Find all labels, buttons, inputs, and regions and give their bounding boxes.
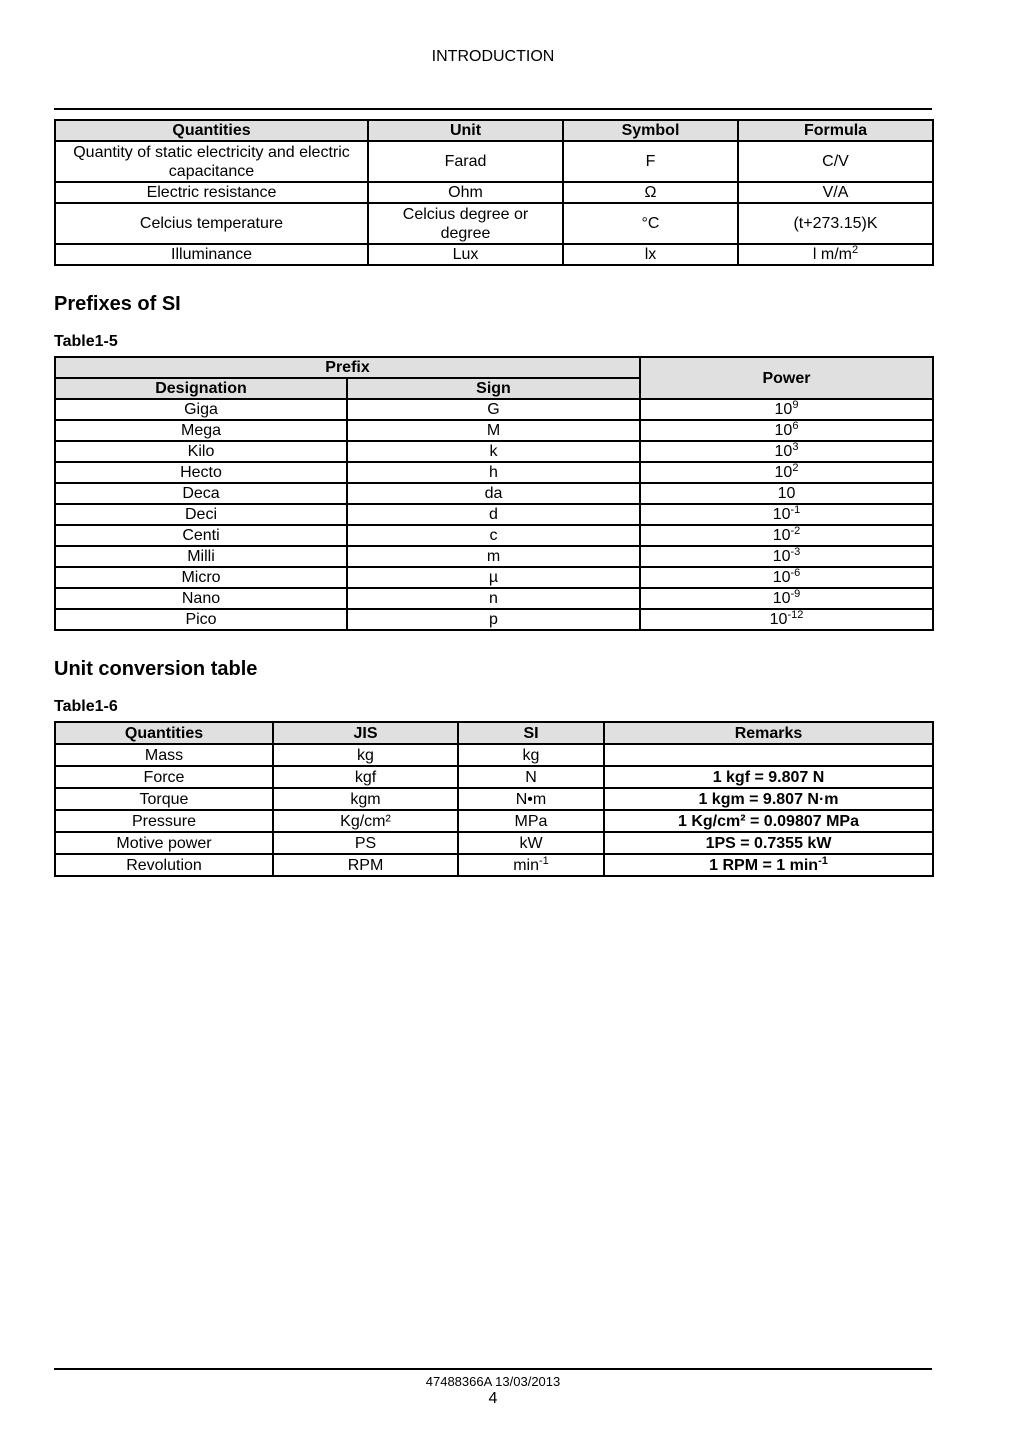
unit-cell: Celcius degree or degree — [368, 203, 563, 244]
power-cell — [640, 462, 933, 483]
jis-cell: kgf — [273, 766, 458, 788]
power-exponent: -9 — [790, 588, 801, 600]
column-header: Quantities — [55, 722, 273, 744]
designation-cell: Pico — [55, 609, 347, 630]
sign-cell: c — [347, 525, 640, 546]
table-row — [55, 244, 933, 265]
quantity-cell: Illuminance — [55, 244, 368, 265]
prefixes-title: Prefixes of SI — [54, 293, 181, 315]
remark-cell — [604, 832, 933, 854]
si-cell — [458, 744, 604, 766]
si-cell — [458, 766, 604, 788]
power-exponent: -6 — [790, 567, 801, 579]
table-row — [55, 462, 933, 483]
power-cell — [640, 483, 933, 504]
power-base: 10 — [774, 401, 793, 418]
header-rule — [54, 108, 932, 110]
sign-cell: M — [347, 420, 640, 441]
unit-cell: Farad — [368, 141, 563, 182]
column-header: Quantities — [55, 120, 368, 141]
table-row — [55, 483, 933, 504]
symbol-cell: Ω — [563, 182, 738, 203]
power-exponent: 9 — [792, 399, 799, 411]
remark-text: 1PS = 0.7355 kW — [705, 834, 832, 852]
table-row — [55, 203, 933, 244]
table-row — [55, 399, 933, 420]
column-header: Symbol — [563, 120, 738, 141]
table-header-row — [55, 120, 933, 141]
quantity-cell: Motive power — [55, 832, 273, 854]
remark-cell — [604, 854, 933, 876]
power-cell — [640, 609, 933, 630]
power-cell — [640, 441, 933, 462]
quantity-cell: Torque — [55, 788, 273, 810]
power-cell — [640, 525, 933, 546]
table-row — [55, 788, 933, 810]
remark-text: 1 Kg/cm² = 0.09807 MPa — [678, 812, 859, 830]
document-id: 47488366A 13/03/2013 — [425, 1374, 561, 1389]
table-row — [55, 546, 933, 567]
remark-cell — [604, 788, 933, 810]
table-row — [55, 420, 933, 441]
power-base: 10 — [774, 443, 793, 460]
designation-header: Designation — [55, 378, 347, 399]
power-exponent: -12 — [787, 609, 804, 621]
si-unit: MPa — [514, 812, 548, 830]
table-row — [55, 441, 933, 462]
power-cell — [640, 420, 933, 441]
sign-cell: k — [347, 441, 640, 462]
column-header: Formula — [738, 120, 933, 141]
designation-cell: Nano — [55, 588, 347, 609]
si-cell — [458, 788, 604, 810]
power-cell — [640, 504, 933, 525]
jis-cell: kgm — [273, 788, 458, 810]
power-exponent: -2 — [790, 525, 801, 537]
power-base: 10 — [772, 590, 791, 607]
jis-cell: kg — [273, 744, 458, 766]
si-unit: kW — [519, 834, 543, 852]
formula-base: l m/m — [812, 246, 852, 263]
designation-cell: Micro — [55, 567, 347, 588]
power-exponent: 3 — [792, 441, 799, 453]
sign-header: Sign — [347, 378, 640, 399]
jis-cell: Kg/cm² — [273, 810, 458, 832]
table-row — [55, 525, 933, 546]
footer-rule — [54, 1368, 932, 1370]
column-header: Remarks — [604, 722, 933, 744]
table-label: Table1-5 — [54, 333, 118, 350]
designation-cell: Mega — [55, 420, 347, 441]
formula-cell: (t+273.15)K — [738, 203, 933, 244]
power-base: 10 — [774, 464, 793, 481]
formula-cell: C/V — [738, 141, 933, 182]
formula-cell: V/A — [738, 182, 933, 203]
designation-cell: Hecto — [55, 462, 347, 483]
formula-exponent: 2 — [851, 244, 859, 256]
power-exponent: 6 — [792, 420, 799, 432]
si-cell — [458, 832, 604, 854]
symbol-cell: lx — [563, 244, 738, 265]
si-exponent: -1 — [539, 854, 549, 867]
si-unit: min — [513, 856, 539, 874]
si-unit: N•m — [515, 790, 547, 808]
power-base: 10 — [772, 506, 791, 523]
table-row — [55, 141, 933, 182]
power-cell — [640, 399, 933, 420]
power-exponent: -1 — [790, 504, 801, 516]
table-row — [55, 854, 933, 876]
quantity-cell: Revolution — [55, 854, 273, 876]
table-header-row — [55, 357, 933, 378]
symbol-cell: °C — [563, 203, 738, 244]
sign-cell: m — [347, 546, 640, 567]
si-units-table — [54, 119, 934, 266]
designation-cell: Milli — [55, 546, 347, 567]
table-row — [55, 832, 933, 854]
sign-cell: µ — [347, 567, 640, 588]
page-header: INTRODUCTION — [431, 48, 555, 65]
conversion-table — [54, 721, 934, 877]
quantity-cell: Pressure — [55, 810, 273, 832]
unit-cell: Ohm — [368, 182, 563, 203]
unit-cell: Lux — [368, 244, 563, 265]
table-row — [55, 588, 933, 609]
column-header: JIS — [273, 722, 458, 744]
power-cell — [640, 588, 933, 609]
power-base: 10 — [777, 485, 796, 502]
column-header: SI — [458, 722, 604, 744]
formula-cell — [738, 244, 933, 265]
si-cell — [458, 810, 604, 832]
designation-cell: Kilo — [55, 441, 347, 462]
table-header-row — [55, 722, 933, 744]
prefixes-table — [54, 356, 934, 631]
power-base: 10 — [772, 548, 791, 565]
remark-exponent: -1 — [818, 854, 828, 867]
si-unit: N — [525, 768, 537, 786]
column-header: Unit — [368, 120, 563, 141]
power-cell — [640, 546, 933, 567]
sign-cell: da — [347, 483, 640, 504]
remark-cell — [604, 744, 933, 766]
designation-cell: Deci — [55, 504, 347, 525]
table-row — [55, 744, 933, 766]
conversion-title: Unit conversion table — [54, 658, 258, 680]
sign-cell: p — [347, 609, 640, 630]
si-cell — [458, 854, 604, 876]
quantity-cell: Celcius temperature — [55, 203, 368, 244]
remark-cell — [604, 766, 933, 788]
power-base: 10 — [774, 422, 793, 439]
sign-cell: G — [347, 399, 640, 420]
designation-cell: Giga — [55, 399, 347, 420]
power-cell — [640, 567, 933, 588]
power-header: Power — [640, 357, 933, 399]
table-row — [55, 766, 933, 788]
quantity-cell: Electric resistance — [55, 182, 368, 203]
power-exponent: -3 — [790, 546, 801, 558]
remark-text: 1 RPM = 1 min — [709, 856, 819, 874]
table-row — [55, 182, 933, 203]
jis-cell: PS — [273, 832, 458, 854]
power-base: 10 — [769, 611, 788, 628]
table-row — [55, 567, 933, 588]
prefix-group-header: Prefix — [55, 357, 640, 378]
remark-cell — [604, 810, 933, 832]
quantity-cell: Force — [55, 766, 273, 788]
table-row — [55, 810, 933, 832]
table-row — [55, 504, 933, 525]
sign-cell: n — [347, 588, 640, 609]
table-label: Table1-6 — [54, 698, 118, 715]
jis-cell: RPM — [273, 854, 458, 876]
designation-cell: Centi — [55, 525, 347, 546]
power-base: 10 — [772, 527, 791, 544]
sign-cell: h — [347, 462, 640, 483]
quantity-cell: Mass — [55, 744, 273, 766]
quantity-cell: Quantity of static electricity and electric capacitance — [55, 141, 368, 182]
table-row — [55, 609, 933, 630]
designation-cell: Deca — [55, 483, 347, 504]
remark-text: 1 kgm = 9.807 N·m — [698, 790, 839, 808]
si-unit: kg — [522, 746, 540, 764]
page-number: 4 — [488, 1390, 498, 1407]
sign-cell: d — [347, 504, 640, 525]
symbol-cell: F — [563, 141, 738, 182]
power-base: 10 — [772, 569, 791, 586]
remark-text: 1 kgf = 9.807 N — [712, 768, 825, 786]
power-exponent: 2 — [792, 462, 799, 474]
